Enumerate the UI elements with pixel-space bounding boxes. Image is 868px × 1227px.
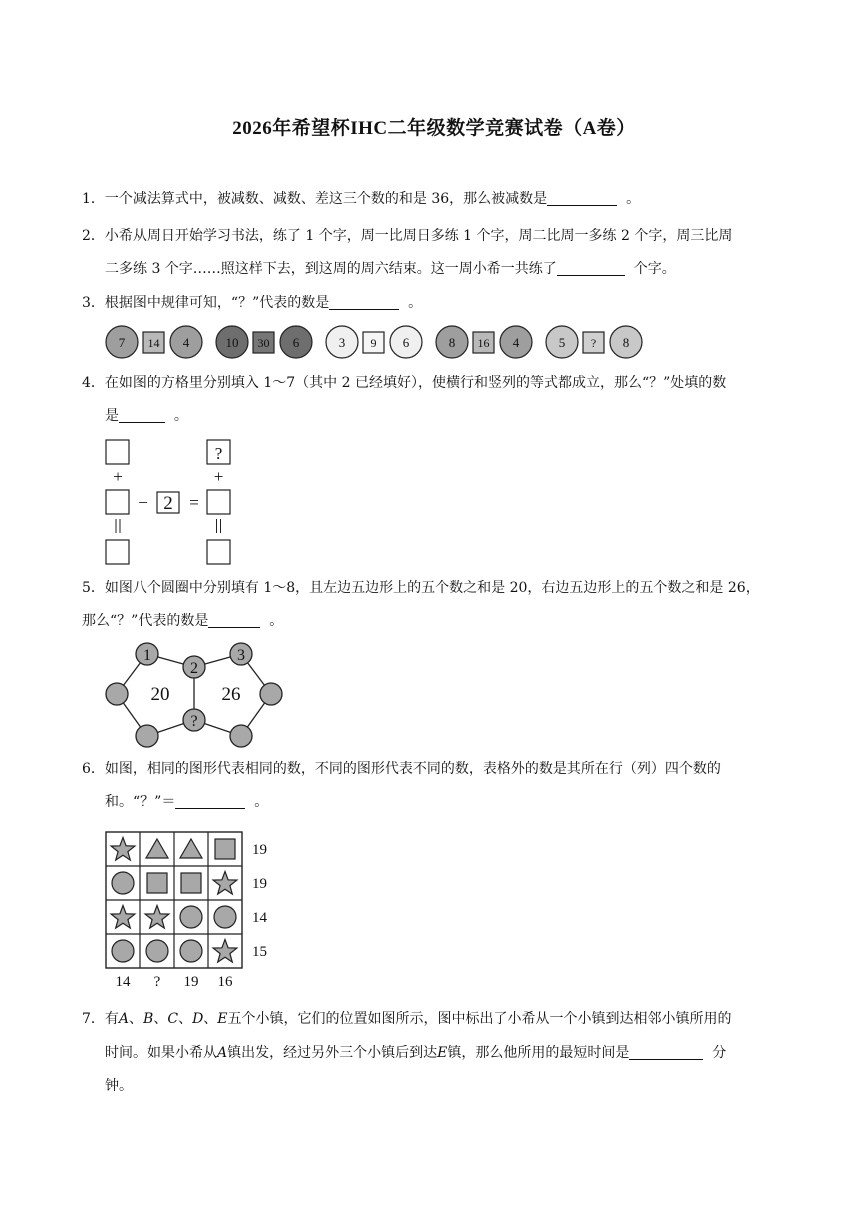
column-sum: 14 <box>115 974 131 990</box>
question-2-line-1: 2．小希从周日开始学习书法，练了 1 个字，周一比周日多练 1 个字，周二比周一多练 2 个字，周三比周 <box>82 228 733 244</box>
circle-icon <box>180 940 202 962</box>
equals-sign: = <box>189 493 199 512</box>
question-7-text-d: 镇出发，经过另外三个小镇后到达 <box>227 1045 438 1061</box>
circle-icon <box>146 940 168 962</box>
square-icon <box>215 839 235 859</box>
question-3-text: 3．根据图中规律可知，“？”代表的数是 <box>82 295 330 311</box>
equation-grid-figure <box>100 436 240 568</box>
answer-blank-4[interactable] <box>119 406 165 423</box>
question-6-line-2 <box>105 792 268 812</box>
answer-blank-5[interactable] <box>208 611 260 628</box>
answer-blank-6[interactable] <box>175 792 245 809</box>
question-6-text: 和。“？”＝ <box>105 794 176 810</box>
circle-icon <box>112 872 134 894</box>
pattern-middle-number: ? <box>590 336 597 350</box>
unknown-label: ? <box>190 713 198 730</box>
given-number: 2 <box>163 493 173 514</box>
row-sum: 14 <box>252 910 267 926</box>
circle-icon <box>180 906 202 928</box>
row-sum: 15 <box>252 944 267 960</box>
circle-right-empty <box>260 683 282 705</box>
circle-bottom-right <box>230 725 252 747</box>
town-c: C <box>167 1011 179 1027</box>
box-top-left <box>106 440 129 464</box>
town-d: D <box>192 1011 204 1027</box>
circle-icon <box>112 940 134 962</box>
town-e-ref: E <box>437 1045 448 1061</box>
square-icon <box>147 873 167 893</box>
circle-left-empty <box>106 683 128 705</box>
question-7-text-e: 镇，那么他所用的最短时间是 <box>447 1045 630 1061</box>
pattern-middle-number: 30 <box>257 336 270 350</box>
question-2-text: 二多练 3 个字……照这样下去，到这周的周六结束。这一周小希一共练了 <box>105 261 557 277</box>
pentagon-figure <box>100 640 290 752</box>
circle-3-label: 3 <box>237 647 245 664</box>
column-sum: ? <box>153 974 161 990</box>
pattern-middle-number: 14 <box>147 336 160 350</box>
pattern-right-number: 4 <box>512 335 520 350</box>
column-sum: 19 <box>183 974 199 990</box>
question-5-text: 那么“？”代表的数是 <box>82 613 209 629</box>
question-3-tail: 。 <box>408 295 423 311</box>
question-1-text: 1．一个减法算式中，被减数、减数、差这三个数的和是 36，那么被减数是 <box>82 191 548 207</box>
question-7-text-c: 时间。如果小希从 <box>105 1045 217 1061</box>
question-7-line-2 <box>105 1043 726 1063</box>
box-bottom-left <box>106 540 129 564</box>
town-a: A <box>118 1011 130 1027</box>
question-7-line-1: 7．有A、B、C、D、E五个小镇，它们的位置如图所示，图中标出了小希从一个小镇到达相邻小镇所用的 <box>82 1011 732 1027</box>
right-sum: 26 <box>221 684 241 705</box>
question-6-line-1: 6．如图，相同的图形代表相同的数，不同的图形代表不同的数，表格外的数是其所在行（列）四个数的 <box>82 761 721 777</box>
box-middle-left <box>106 490 129 514</box>
pattern-middle-number: 9 <box>370 336 377 350</box>
circle-icon <box>214 906 236 928</box>
circle-1-label: 1 <box>143 647 151 664</box>
question-3 <box>82 293 422 313</box>
question-4-line-2 <box>105 406 188 426</box>
question-6-tail: 。 <box>254 794 269 810</box>
question-7-text-a: 7．有 <box>82 1011 119 1027</box>
question-5-line-1: 5．如图八个圆圈中分别填有 1～8，且左边五边形上的五个数之和是 20，右边五边形上的五个数之和是 26， <box>82 580 760 596</box>
page-title: 2026年希望杯IHC二年级数学竞赛试卷（A卷） <box>232 118 636 139</box>
pattern-left-number: 10 <box>225 335 239 350</box>
minus-sign: − <box>138 493 148 512</box>
circle-2-label: 2 <box>190 660 198 677</box>
question-7-line-3: 钟。 <box>105 1078 133 1094</box>
question-7-text-f: 分 <box>712 1045 727 1061</box>
box-middle-right <box>207 490 230 514</box>
shape-grid-figure <box>100 828 280 992</box>
answer-blank-1[interactable] <box>547 189 617 206</box>
column-sum: 16 <box>217 974 233 990</box>
row-sum: 19 <box>252 876 267 892</box>
question-7-text-b: 五个小镇，它们的位置如图所示，图中标出了小希从一个小镇到达相邻小镇所用的 <box>227 1011 732 1027</box>
plus-left: + <box>113 467 123 486</box>
answer-blank-7[interactable] <box>629 1043 703 1060</box>
question-5-tail: 。 <box>269 613 284 629</box>
question-4-text: 是 <box>105 408 119 424</box>
left-sum: 20 <box>150 684 170 705</box>
plus-right: + <box>213 467 224 486</box>
pattern-left-number: 3 <box>338 335 346 350</box>
pattern-left-number: 7 <box>118 335 126 350</box>
town-b: B <box>143 1011 154 1027</box>
town-e: E <box>217 1011 228 1027</box>
pattern-right-number: 6 <box>292 335 300 350</box>
answer-blank-2[interactable] <box>557 259 625 276</box>
pattern-left-number: 5 <box>558 335 566 350</box>
circle-bottom-left <box>136 725 158 747</box>
pattern-middle-number: 16 <box>477 336 490 350</box>
pattern-right-number: 6 <box>402 335 410 350</box>
square-icon <box>181 873 201 893</box>
unknown-mark: ? <box>214 444 223 463</box>
question-1-tail: 。 <box>626 191 641 207</box>
box-bottom-right <box>207 540 230 564</box>
question-2-line-2 <box>105 259 676 279</box>
answer-blank-3[interactable] <box>329 293 399 310</box>
question-1 <box>82 189 640 209</box>
pattern-figure <box>100 322 645 364</box>
question-4-tail: 。 <box>173 408 188 424</box>
question-4-line-1: 4．在如图的方格里分别填入 1～7（其中 2 已经填好），使横行和竖列的等式都成立，那么“？”处填的数 <box>82 375 727 391</box>
row-sum: 19 <box>252 842 267 858</box>
town-a-ref: A <box>217 1045 228 1061</box>
pattern-right-number: 8 <box>622 335 630 350</box>
pattern-right-number: 4 <box>182 335 190 350</box>
question-2-tail: 个字。 <box>633 261 676 277</box>
pattern-left-number: 8 <box>448 335 456 350</box>
question-5-line-2 <box>82 611 283 631</box>
